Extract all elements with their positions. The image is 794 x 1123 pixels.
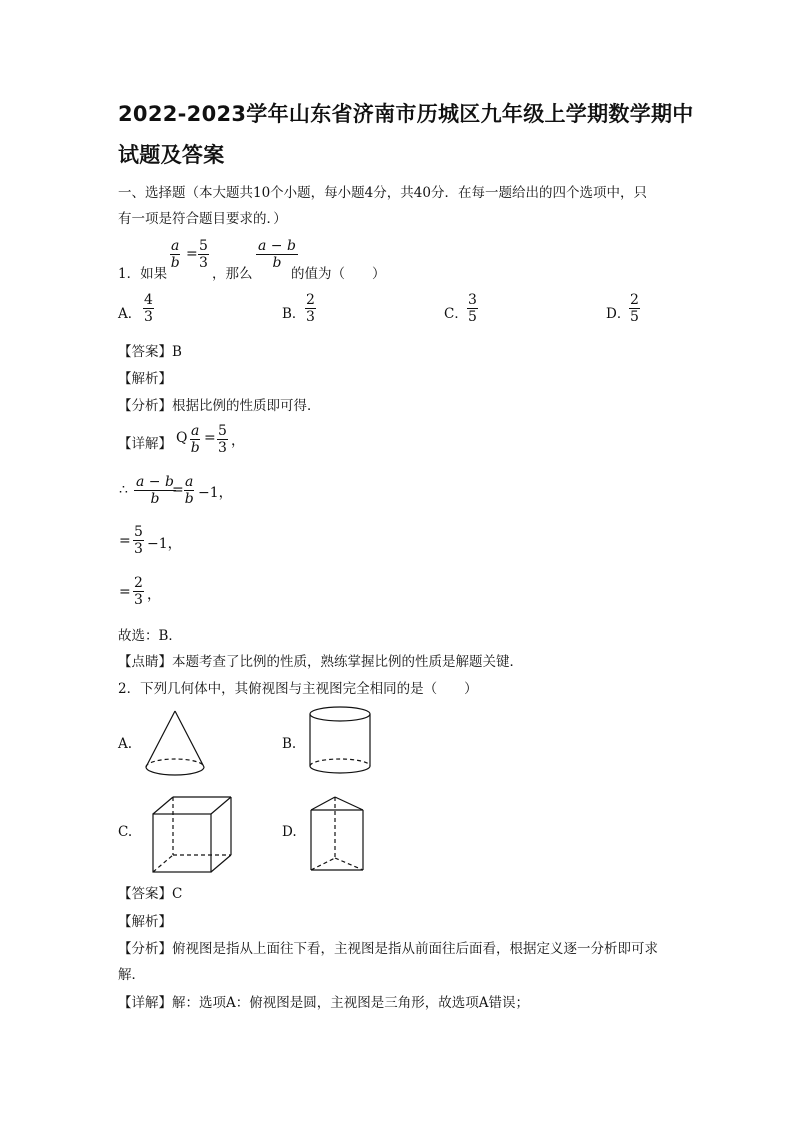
q1-step1-rhs-den: b xyxy=(184,491,194,507)
q1-suffix: 的值为（ ） xyxy=(291,266,386,282)
q1-middle: ，那么 xyxy=(212,266,253,282)
q2-analysis-line2: 解． xyxy=(118,967,145,983)
q1-step3-tail: ， xyxy=(147,587,161,603)
q2-answer: 【答案】C xyxy=(118,886,183,902)
q1-given-num: a xyxy=(171,238,180,254)
q2-analysis-head: 【解析】 xyxy=(118,914,172,930)
page-title-line1: 2022-2023学年山东省济南市历城区九年级上学期数学期中 xyxy=(118,102,694,126)
q1-option-b-label: B． xyxy=(282,306,306,322)
q1-option-a-num: 4 xyxy=(144,292,153,308)
q1-option-c-label: C． xyxy=(444,306,468,322)
cylinder-icon xyxy=(304,704,376,778)
section-line1: 一、选择题（本大题共10个小题，每小题4分，共40分．在每一题给出的四个选项中，只 xyxy=(118,185,647,201)
q1-expr-den: b xyxy=(272,255,282,271)
q1-step2-eq: = xyxy=(119,533,131,549)
q1-option-c-value xyxy=(467,292,478,325)
q1-option-a-den: 3 xyxy=(144,309,153,325)
q1-option-c-den: 5 xyxy=(468,309,477,325)
q1-option-a-label: A． xyxy=(118,306,142,322)
q1-comment: 【点睛】本题考查了比例的性质，熟练掌握比例的性质是解题关键． xyxy=(118,654,523,670)
q1-given-den: b xyxy=(170,255,180,271)
q1-step1-therefore: ∴ xyxy=(119,482,128,498)
q1-choose: 故选：B． xyxy=(118,628,182,644)
q1-detail-eq: = xyxy=(204,430,216,446)
q1-step2-tail: −1， xyxy=(147,536,182,552)
q1-option-b-den: 3 xyxy=(306,309,315,325)
q2-option-c-label: C. xyxy=(118,824,133,840)
q1-detail-3: 3 xyxy=(218,440,227,456)
q2-question: 2．下列几何体中，其俯视图与主视图完全相同的是（ ） xyxy=(118,681,478,697)
q1-option-b-value xyxy=(305,292,316,325)
q1-step2-num: 5 xyxy=(134,524,143,540)
q1-step2-den: 3 xyxy=(134,541,143,557)
triangular-prism-icon xyxy=(306,794,368,876)
cone-icon xyxy=(140,708,210,780)
q1-option-b-num: 2 xyxy=(306,292,315,308)
q1-detail-b: b xyxy=(190,440,200,456)
q1-option-c-num: 3 xyxy=(468,292,477,308)
q2-analysis-line1: 【分析】俯视图是指从上面往下看，主视图是指从前面往后面看，根据定义逐一分析即可求 xyxy=(118,941,658,957)
q1-step3-eq: = xyxy=(119,584,131,600)
q1-detail-a: a xyxy=(191,423,200,439)
q1-given-val-den: 3 xyxy=(199,255,208,271)
q2-detail: 【详解】解：选项A：俯视图是圆，主视图是三角形，故选项A错误； xyxy=(118,995,529,1011)
q1-option-d-num: 2 xyxy=(630,292,639,308)
q1-step1-rhs xyxy=(184,474,194,507)
q1-detail-frac-53 xyxy=(217,423,228,456)
q1-step1-tail: −1， xyxy=(198,485,233,501)
q1-detail-head: 【详解】 xyxy=(118,436,172,452)
q1-step1-eq: = xyxy=(172,482,184,498)
q1-detail-comma: ， xyxy=(231,433,245,449)
q1-step1-lhs-den: b xyxy=(150,491,160,507)
q1-option-a-value xyxy=(143,292,154,325)
q1-step2-frac xyxy=(133,524,144,557)
q1-detail-q: Q xyxy=(176,430,188,446)
page-title-line2: 试题及答案 xyxy=(118,143,225,167)
q1-detail-frac-ab xyxy=(190,423,200,456)
q1-step3-num: 2 xyxy=(134,575,143,591)
q2-option-b-label: B. xyxy=(282,736,297,752)
q1-step1-lhs-num: a − b xyxy=(136,474,174,490)
q1-step3-den: 3 xyxy=(134,592,143,608)
q1-option-d-value xyxy=(629,292,640,325)
q1-analysis-head: 【解析】 xyxy=(118,371,172,387)
q1-step1-lhs xyxy=(134,474,176,507)
q1-step1-rhs-num: a xyxy=(185,474,194,490)
q2-option-d-label: D. xyxy=(282,824,297,840)
q1-analysis: 【分析】根据比例的性质即可得． xyxy=(118,398,321,414)
q1-answer: 【答案】B xyxy=(118,344,182,360)
cube-icon xyxy=(150,794,234,876)
q1-option-d-label: D． xyxy=(606,306,631,322)
q1-given-fraction xyxy=(170,238,180,271)
q1-option-d-den: 5 xyxy=(630,309,639,325)
q1-given-val-num: 5 xyxy=(199,238,208,254)
q1-detail-5: 5 xyxy=(218,423,227,439)
q1-given-value xyxy=(198,238,209,271)
q1-step3-frac xyxy=(133,575,144,608)
q1-equals: = xyxy=(186,246,198,262)
q1-prefix: 1．如果 xyxy=(118,266,168,282)
q1-expr-num: a − b xyxy=(258,238,296,254)
section-line2: 有一项是符合题目要求的．） xyxy=(118,211,287,227)
q2-option-a-label: A. xyxy=(118,736,133,752)
